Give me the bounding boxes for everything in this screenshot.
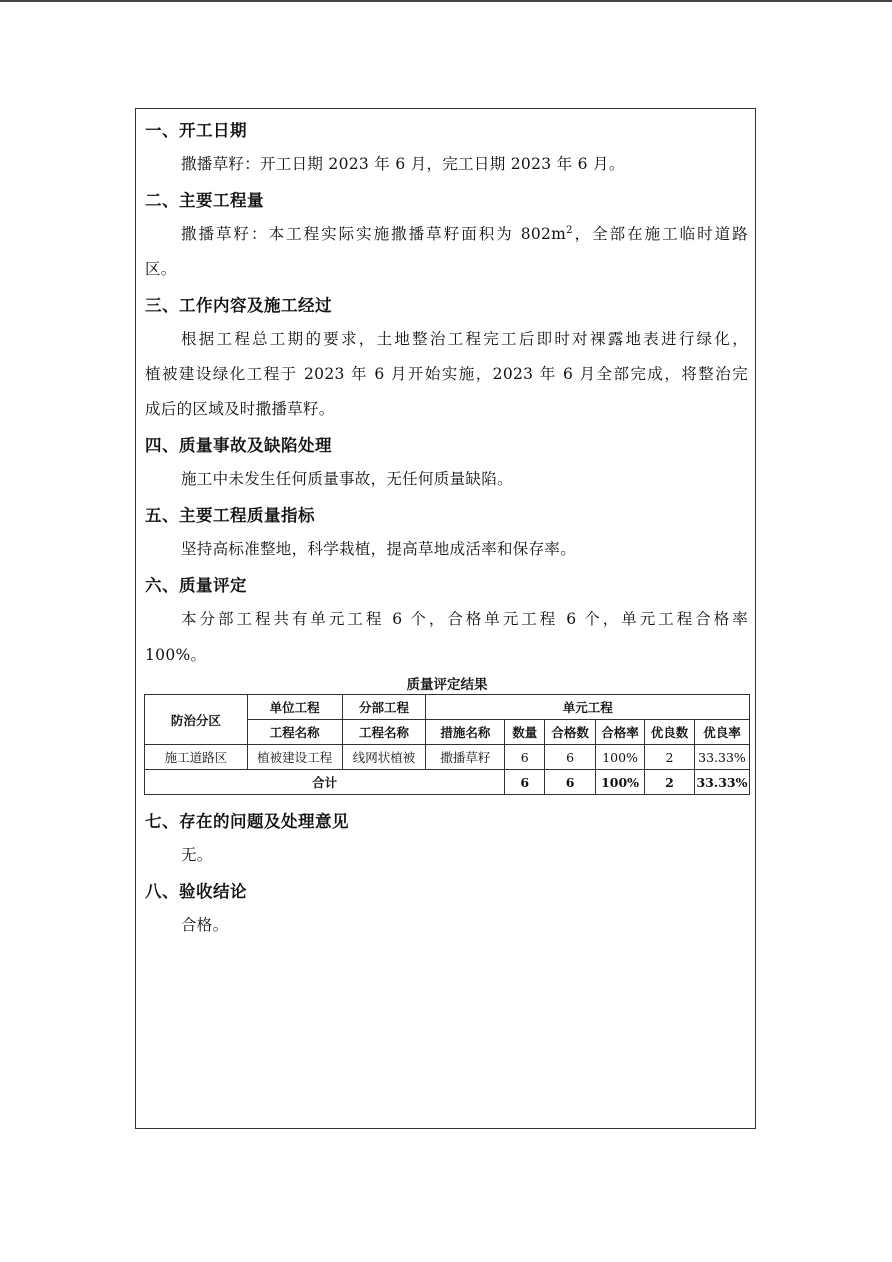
header-cell: 防治分区 — [145, 695, 248, 745]
total-label: 合计 — [145, 770, 505, 795]
table-cell: 6 — [505, 745, 545, 770]
section-7-text: 无。 — [181, 846, 213, 864]
header-cell: 单元工程 — [426, 695, 750, 720]
section-2-text-line2: 区。 — [145, 260, 177, 278]
section-title-6: 六、质量评定 — [145, 576, 247, 595]
header-cell: 分部工程 — [342, 695, 426, 720]
section-title-5: 五、主要工程质量指标 — [145, 506, 315, 525]
table-cell: 施工道路区 — [145, 745, 248, 770]
section-title-2: 二、主要工程量 — [145, 191, 264, 210]
total-cell: 2 — [645, 770, 695, 795]
section-4-text: 施工中未发生任何质量事故，无任何质量缺陷。 — [181, 470, 513, 488]
section-title-1: 一、开工日期 — [145, 121, 247, 140]
section-2-text-a: 撒播草籽：本工程实际实施撒播草籽面积为 802m — [181, 225, 567, 243]
header-cell: 措施名称 — [426, 720, 505, 745]
header-cell: 数量 — [505, 720, 545, 745]
header-cell: 单位工程 — [247, 695, 342, 720]
table-total-row — [145, 770, 750, 795]
table-caption: 质量评定结果 — [406, 677, 488, 693]
section-3-text-line1: 根据工程总工期的要求，土地整治工程完工后即时对裸露地表进行绿化， — [181, 330, 748, 348]
table-cell: 2 — [645, 745, 695, 770]
quality-table — [144, 694, 750, 795]
section-6-text-line2: 100%。 — [145, 646, 207, 664]
section-title-7: 七、存在的问题及处理意见 — [145, 812, 349, 831]
header-cell: 优良数 — [645, 720, 695, 745]
section-1-text: 撒播草籽：开工日期 2023 年 6 月，完工日期 2023 年 6 月。 — [181, 155, 625, 173]
header-cell: 合格数 — [545, 720, 596, 745]
table-header-row-1 — [145, 695, 750, 720]
section-title-8: 八、验收结论 — [145, 882, 247, 901]
section-2-superscript: 2 — [566, 224, 573, 236]
section-2-text-b: ，全部在施工临时道路 — [572, 225, 748, 243]
section-title-4: 四、质量事故及缺陷处理 — [145, 436, 332, 455]
section-6-text-line1: 本分部工程共有单元工程 6 个，合格单元工程 6 个，单元工程合格率 — [181, 610, 748, 628]
header-cell: 优良率 — [694, 720, 749, 745]
total-cell: 33.33% — [694, 770, 749, 795]
header-cell: 合格率 — [596, 720, 645, 745]
table-row — [145, 745, 750, 770]
table-cell: 线网状植被 — [342, 745, 426, 770]
table-cell: 100% — [596, 745, 645, 770]
section-2-text-line1 — [181, 222, 748, 244]
section-3-text-line3: 成后的区域及时撒播草籽。 — [145, 400, 335, 418]
section-3-text-line2: 植被建设绿化工程于 2023 年 6 月开始实施，2023 年 6 月全部完成，将整治完 — [145, 365, 748, 383]
table-cell: 植被建设工程 — [247, 745, 342, 770]
table-cell: 撒播草籽 — [426, 745, 505, 770]
section-title-3: 三、工作内容及施工经过 — [145, 296, 332, 315]
section-5-text: 坚持高标准整地，科学栽植，提高草地成活率和保存率。 — [181, 540, 577, 558]
header-cell: 工程名称 — [247, 720, 342, 745]
total-cell: 6 — [545, 770, 596, 795]
page-top-rule — [0, 0, 892, 2]
table-cell: 33.33% — [694, 745, 749, 770]
total-cell: 100% — [596, 770, 645, 795]
table-cell: 6 — [545, 745, 596, 770]
section-8-text: 合格。 — [181, 916, 229, 934]
header-cell: 工程名称 — [342, 720, 426, 745]
total-cell: 6 — [505, 770, 545, 795]
